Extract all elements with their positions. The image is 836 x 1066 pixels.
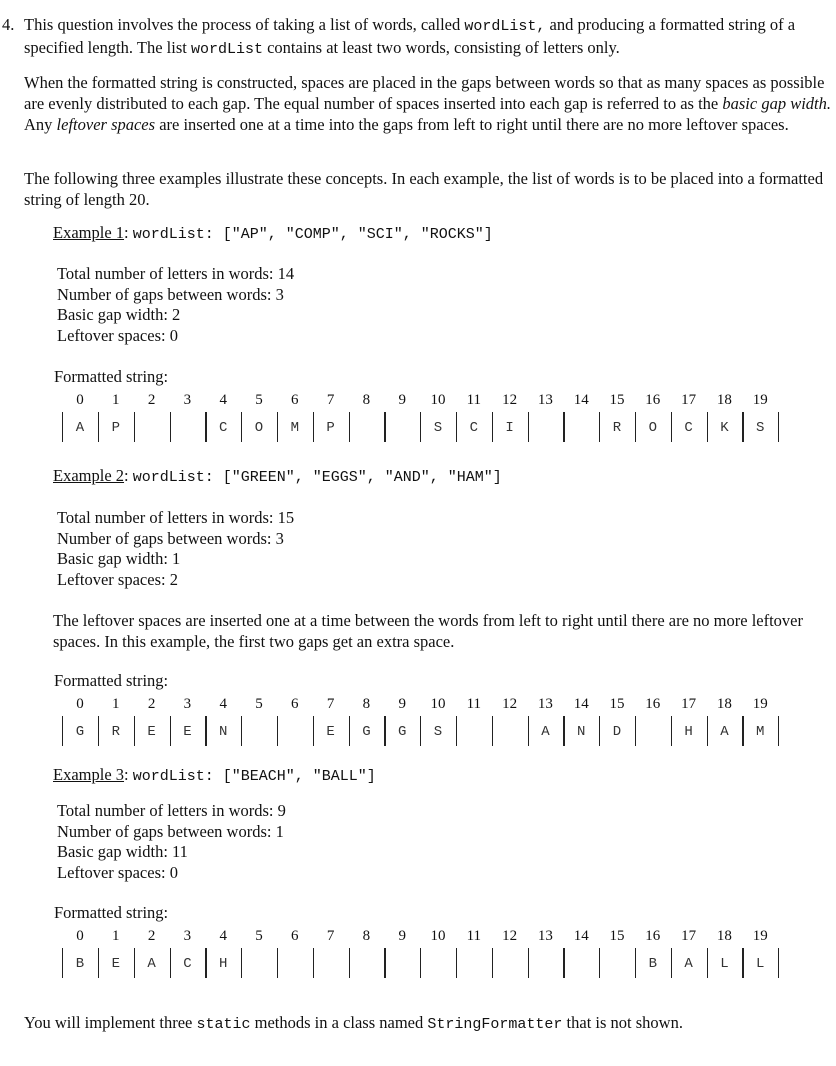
formatted-string-label: Formatted string: bbox=[54, 903, 169, 922]
code-class-name: StringFormatter bbox=[427, 1016, 563, 1033]
cell-char: I bbox=[505, 420, 514, 436]
intro-text: When the formatted string is constructed, spaces are placed in the gaps between words so that as many spaces as possible are evenly distributed to each gap. The equal number of spaces inserted into each gap is referred to as the bbox=[24, 73, 825, 113]
index-label: 16 bbox=[645, 392, 661, 408]
index-label: 14 bbox=[573, 696, 589, 712]
cell-char: P bbox=[111, 420, 120, 436]
index-label: 14 bbox=[573, 928, 589, 944]
cell-char: C bbox=[469, 420, 478, 436]
index-label: 0 bbox=[76, 392, 84, 408]
cell-divider bbox=[563, 948, 564, 978]
cell-char: E bbox=[183, 724, 192, 740]
index-label: 5 bbox=[255, 928, 263, 944]
index-label: 8 bbox=[362, 928, 371, 944]
code-wordlist: wordList bbox=[190, 41, 263, 58]
index-label: 2 bbox=[147, 928, 156, 944]
cell-char: A bbox=[720, 724, 729, 740]
index-row bbox=[60, 392, 790, 412]
index-label: 1 bbox=[112, 696, 120, 712]
index-label: 15 bbox=[609, 392, 625, 408]
cell-char: S bbox=[755, 420, 765, 436]
formatted-string-label: Formatted string: bbox=[54, 367, 169, 386]
stat-leftover-spaces: Leftover spaces: 2 bbox=[57, 569, 178, 589]
cell-divider bbox=[635, 716, 636, 746]
cell-char: M bbox=[290, 420, 299, 436]
index-label: 9 bbox=[398, 928, 406, 944]
cell-divider bbox=[420, 948, 421, 978]
example-colon: : bbox=[124, 466, 129, 485]
index-label: 3 bbox=[183, 392, 192, 408]
stat-leftover-spaces: Leftover spaces: 0 bbox=[57, 325, 178, 345]
index-label: 14 bbox=[573, 392, 589, 408]
cell-char: S bbox=[433, 420, 443, 436]
cell-char: S bbox=[433, 724, 443, 740]
cell-divider bbox=[384, 412, 385, 442]
intro-text: and producing a formatted string of a specified length. The list bbox=[24, 15, 796, 57]
example-3-formatted-grid bbox=[60, 928, 790, 980]
index-label: 2 bbox=[147, 392, 156, 408]
index-row bbox=[60, 928, 790, 948]
example-wordlist-code: wordList: ["BEACH", "BALL"] bbox=[132, 768, 376, 785]
stat-total-letters: Total number of letters in words: 9 bbox=[57, 801, 286, 820]
cell-row bbox=[60, 716, 790, 748]
index-label: 1 bbox=[112, 928, 120, 944]
example-label: Example 1 bbox=[53, 223, 125, 242]
index-label: 7 bbox=[326, 392, 335, 408]
cell-divider bbox=[456, 716, 457, 746]
index-label: 13 bbox=[537, 696, 553, 712]
index-label: 7 bbox=[326, 696, 335, 712]
stat-total-letters: Total number of letters in words: 15 bbox=[57, 508, 295, 527]
cell-divider bbox=[778, 412, 779, 442]
example-wordlist-code: wordList: ["AP", "COMP", "SCI", "ROCKS"] bbox=[132, 226, 493, 243]
term-leftover-spaces: leftover spaces bbox=[56, 115, 156, 134]
index-label: 12 bbox=[502, 928, 518, 944]
index-label: 18 bbox=[716, 392, 732, 408]
example-3-stats bbox=[57, 801, 286, 883]
example-1-formatted-grid bbox=[60, 392, 790, 444]
intro-paragraph-1 bbox=[24, 14, 836, 60]
index-label: 0 bbox=[76, 696, 84, 712]
example-label: Example 2 bbox=[53, 466, 125, 485]
index-label: 12 bbox=[502, 392, 518, 408]
stat-basic-gap-width: Basic gap width: 1 bbox=[57, 549, 181, 568]
index-label: 5 bbox=[255, 696, 263, 712]
cell-char: E bbox=[326, 724, 335, 740]
cell-divider bbox=[563, 412, 564, 442]
cell-divider bbox=[241, 948, 242, 978]
index-label: 9 bbox=[398, 696, 406, 712]
cell-char: H bbox=[218, 956, 228, 972]
index-label: 18 bbox=[716, 696, 732, 712]
example-3-heading bbox=[53, 765, 376, 785]
code-wordlist: wordList, bbox=[464, 18, 546, 35]
index-label: 17 bbox=[681, 928, 697, 944]
cell-char: N bbox=[218, 724, 228, 740]
cell-char: H bbox=[684, 724, 693, 740]
cell-char: O bbox=[648, 420, 657, 436]
example-1-heading bbox=[53, 223, 493, 243]
index-label: 13 bbox=[537, 392, 553, 408]
cell-char: C bbox=[684, 420, 693, 436]
index-label: 15 bbox=[609, 928, 625, 944]
index-label: 16 bbox=[645, 696, 661, 712]
index-label: 6 bbox=[291, 696, 299, 712]
cell-char: C bbox=[218, 420, 228, 436]
index-label: 1 bbox=[112, 392, 120, 408]
index-label: 8 bbox=[362, 696, 371, 712]
cell-char: C bbox=[183, 956, 192, 972]
cell-char: B bbox=[75, 956, 85, 972]
index-label: 11 bbox=[466, 928, 482, 944]
example-label: Example 3 bbox=[53, 765, 125, 784]
question-number: 4. bbox=[2, 15, 15, 34]
intro-text: This question involves the process of taking a list of words, called bbox=[24, 15, 461, 34]
index-label: 18 bbox=[716, 928, 732, 944]
cell-divider bbox=[599, 948, 600, 978]
cell-divider bbox=[277, 948, 278, 978]
cell-divider bbox=[456, 948, 457, 978]
stat-leftover-spaces: Leftover spaces: 0 bbox=[57, 862, 178, 882]
example-colon: : bbox=[124, 765, 129, 784]
index-label: 19 bbox=[752, 696, 768, 712]
cell-divider bbox=[170, 412, 171, 442]
cell-row bbox=[60, 412, 790, 444]
index-label: 10 bbox=[430, 928, 446, 944]
index-label: 15 bbox=[609, 696, 625, 712]
cell-char: G bbox=[362, 724, 371, 740]
index-label: 7 bbox=[326, 928, 335, 944]
index-label: 17 bbox=[681, 696, 697, 712]
cell-char: L bbox=[755, 956, 765, 972]
cell-char: G bbox=[397, 724, 407, 740]
index-label: 4 bbox=[219, 392, 227, 408]
index-label: 17 bbox=[681, 392, 697, 408]
index-label: 3 bbox=[183, 928, 192, 944]
stat-gap-count: Number of gaps between words: 3 bbox=[57, 528, 284, 548]
cell-char: E bbox=[147, 724, 156, 740]
cell-char: B bbox=[648, 956, 657, 972]
index-label: 10 bbox=[430, 392, 446, 408]
example-2-heading bbox=[53, 466, 502, 486]
cell-char: R bbox=[111, 724, 120, 740]
stat-basic-gap-width: Basic gap width: 11 bbox=[57, 842, 188, 861]
index-label: 4 bbox=[219, 928, 227, 944]
cell-divider bbox=[349, 948, 350, 978]
index-label: 6 bbox=[291, 392, 299, 408]
intro-text: contains at least two words, consisting of letters only. bbox=[267, 38, 620, 57]
cell-char: E bbox=[111, 956, 120, 972]
index-label: 5 bbox=[255, 392, 263, 408]
index-label: 12 bbox=[502, 696, 518, 712]
code-static: static bbox=[196, 1016, 251, 1033]
index-label: 6 bbox=[291, 928, 299, 944]
index-label: 8 bbox=[362, 392, 371, 408]
example-1-stats bbox=[57, 264, 294, 346]
index-label: 11 bbox=[466, 392, 482, 408]
index-label: 4 bbox=[219, 696, 227, 712]
closing-paragraph bbox=[24, 1012, 836, 1035]
index-label: 11 bbox=[466, 696, 482, 712]
cell-divider bbox=[241, 716, 242, 746]
cell-char: G bbox=[75, 724, 85, 740]
cell-char: A bbox=[147, 956, 156, 972]
index-label: 0 bbox=[76, 928, 84, 944]
cell-char: A bbox=[684, 956, 693, 972]
intro-text: are inserted one at a time into the gaps from left to right until there are no more leftover spaces. bbox=[159, 115, 789, 134]
cell-char: D bbox=[612, 724, 622, 740]
example-2-formatted-grid bbox=[60, 696, 790, 748]
stat-gap-count: Number of gaps between words: 1 bbox=[57, 821, 284, 841]
cell-divider bbox=[528, 412, 529, 442]
closing-text: methods in a class named bbox=[254, 1013, 424, 1032]
cell-char: M bbox=[755, 724, 765, 740]
cell-char: A bbox=[75, 420, 85, 436]
closing-text: You will implement three bbox=[24, 1013, 193, 1032]
example-2-stats bbox=[57, 508, 294, 590]
index-label: 3 bbox=[183, 696, 192, 712]
index-label: 9 bbox=[398, 392, 406, 408]
cell-char: L bbox=[720, 956, 729, 972]
cell-char: O bbox=[254, 420, 264, 436]
stat-basic-gap-width: Basic gap width: 2 bbox=[57, 305, 181, 324]
cell-char: A bbox=[541, 724, 550, 740]
cell-divider bbox=[778, 948, 779, 978]
index-label: 10 bbox=[430, 696, 446, 712]
intro-paragraph-2 bbox=[24, 72, 836, 135]
index-label: 13 bbox=[537, 928, 553, 944]
example-2-note: The leftover spaces are inserted one at a time between the words from left to right until there are no more leftover spaces. In this example, the first two gaps get an extra space. bbox=[53, 611, 803, 651]
formatted-string-label: Formatted string: bbox=[54, 671, 169, 690]
closing-text: that is not shown. bbox=[566, 1013, 683, 1032]
cell-divider bbox=[778, 716, 779, 746]
cell-divider bbox=[528, 948, 529, 978]
cell-divider bbox=[349, 412, 350, 442]
cell-divider bbox=[134, 412, 135, 442]
stat-gap-count: Number of gaps between words: 3 bbox=[57, 284, 284, 304]
index-row bbox=[60, 696, 790, 716]
cell-row bbox=[60, 948, 790, 980]
stat-total-letters: Total number of letters in words: 14 bbox=[57, 264, 295, 283]
index-label: 19 bbox=[752, 928, 768, 944]
intro-paragraph-3: The following three examples illustrate these concepts. In each example, the list of words is to be placed into a formatted string of length 20. bbox=[24, 169, 824, 209]
index-label: 19 bbox=[752, 392, 768, 408]
cell-char: K bbox=[720, 420, 729, 436]
index-label: 2 bbox=[147, 696, 156, 712]
cell-divider bbox=[492, 948, 493, 978]
example-wordlist-code: wordList: ["GREEN", "EGGS", "AND", "HAM"] bbox=[132, 469, 502, 486]
cell-divider bbox=[313, 948, 314, 978]
cell-divider bbox=[277, 716, 278, 746]
example-colon: : bbox=[124, 223, 129, 242]
cell-divider bbox=[384, 948, 385, 978]
intro-text: Any bbox=[24, 115, 53, 134]
term-basic-gap-width: basic gap width. bbox=[722, 94, 832, 113]
cell-char: R bbox=[612, 420, 622, 436]
cell-divider bbox=[492, 716, 493, 746]
cell-char: N bbox=[576, 724, 586, 740]
index-label: 16 bbox=[645, 928, 661, 944]
cell-char: P bbox=[326, 420, 335, 436]
